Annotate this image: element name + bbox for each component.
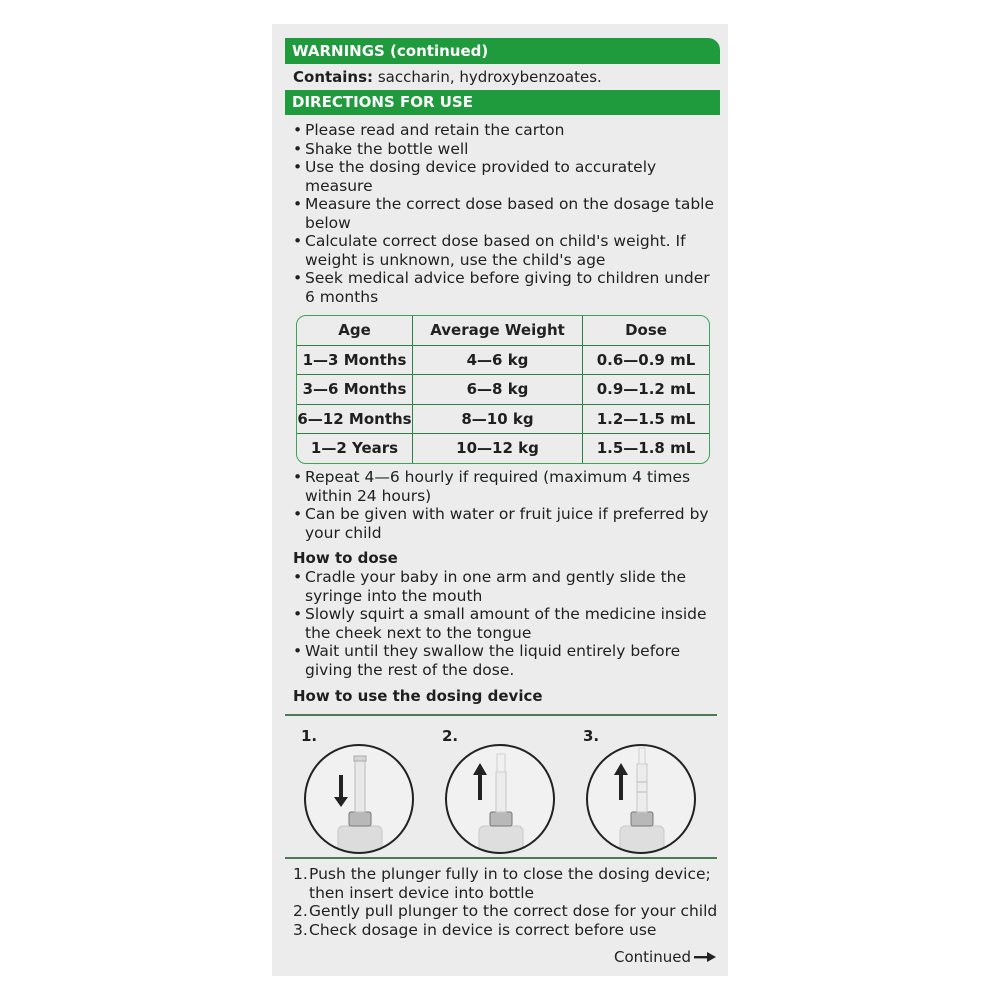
step-label-3: 3. <box>583 727 600 745</box>
list-item: • Shake the bottle well <box>293 140 723 159</box>
dosage-table <box>296 315 710 464</box>
step-number: 2. <box>293 902 308 920</box>
contains-line <box>293 67 602 87</box>
list-item: • Wait until they swallow the liquid entirely before giving the rest of the dose. <box>293 642 723 679</box>
divider <box>285 714 717 716</box>
how-to-dose-title: How to dose <box>293 549 398 567</box>
list-item: • Can be given with water or fruit juice if preferred by your child <box>293 505 723 542</box>
cell-dose: 1.2—1.5 mL <box>583 405 709 435</box>
step-number: 1. <box>293 865 308 883</box>
list-item <box>293 921 723 940</box>
step-label-2: 2. <box>442 727 459 745</box>
cell-age: 1—2 Years <box>297 434 413 463</box>
leaflet-panel <box>272 24 728 976</box>
cell-weight: 8—10 kg <box>413 405 583 435</box>
syringe-check-illustration <box>584 742 699 857</box>
step-label-1: 1. <box>301 727 318 745</box>
device-steps-list <box>293 865 723 939</box>
list-item: • Repeat 4—6 hourly if required (maximum 4 times within 24 hours) <box>293 468 723 505</box>
cell-dose: 1.5—1.8 mL <box>596 439 696 458</box>
list-item: • Please read and retain the carton <box>293 121 723 140</box>
table-header-row <box>297 316 709 346</box>
directions-header: DIRECTIONS FOR USE <box>285 90 720 115</box>
syringe-push-illustration <box>302 742 417 857</box>
cell-weight: 4—6 kg <box>413 346 583 376</box>
column-header-age: Age <box>297 316 413 346</box>
divider <box>285 857 717 859</box>
syringe-pull-illustration <box>443 742 558 857</box>
table-row <box>297 375 709 405</box>
list-item <box>293 865 723 902</box>
step-text: Check dosage in device is correct before use <box>309 920 657 939</box>
continued-note <box>614 948 716 966</box>
list-item: • Calculate correct dose based on child's weight. If weight is unknown, use the child's age <box>293 232 723 269</box>
step-text: Push the plunger fully in to close the dosing device; then insert device into bottle <box>309 865 711 902</box>
contains-label: Contains: <box>293 68 374 86</box>
cell-age: 1—3 Months <box>297 346 413 376</box>
list-item: • Use the dosing device provided to accurately measure <box>293 158 723 195</box>
cell-weight: 10—12 kg <box>413 434 583 463</box>
list-item <box>293 902 723 921</box>
directions-list <box>293 121 723 306</box>
cell-age: 3—6 Months <box>297 375 413 405</box>
table-row <box>297 434 709 463</box>
column-header-weight: Average Weight <box>413 316 583 346</box>
list-item: • Slowly squirt a small amount of the medicine inside the cheek next to the tongue <box>293 605 723 642</box>
cell-dose: 0.6—0.9 mL <box>583 346 709 376</box>
column-header-dose: Dose <box>583 316 709 346</box>
table-row <box>297 405 709 435</box>
cell-dose: 0.9—1.2 mL <box>583 375 709 405</box>
cell-weight: 6—8 kg <box>413 375 583 405</box>
step-text: Gently pull plunger to the correct dose for your child <box>309 902 718 920</box>
step-number: 3. <box>293 920 308 939</box>
table-row <box>297 346 709 376</box>
continued-label: Continued <box>614 948 691 966</box>
contains-text: saccharin, hydroxybenzoates. <box>373 68 602 86</box>
warnings-header: WARNINGS (continued) <box>285 38 720 64</box>
how-to-dose-list <box>293 568 723 679</box>
dosing-device-title: How to use the dosing device <box>293 687 543 705</box>
repeat-list <box>293 468 723 542</box>
cell-age: 6—12 Months <box>297 405 413 435</box>
list-item: • Cradle your baby in one arm and gently slide the syringe into the mouth <box>293 568 723 605</box>
list-item: • Measure the correct dose based on the dosage table below <box>293 195 723 232</box>
list-item: • Seek medical advice before giving to children under 6 months <box>293 269 723 306</box>
arrow-right-icon <box>694 952 716 962</box>
